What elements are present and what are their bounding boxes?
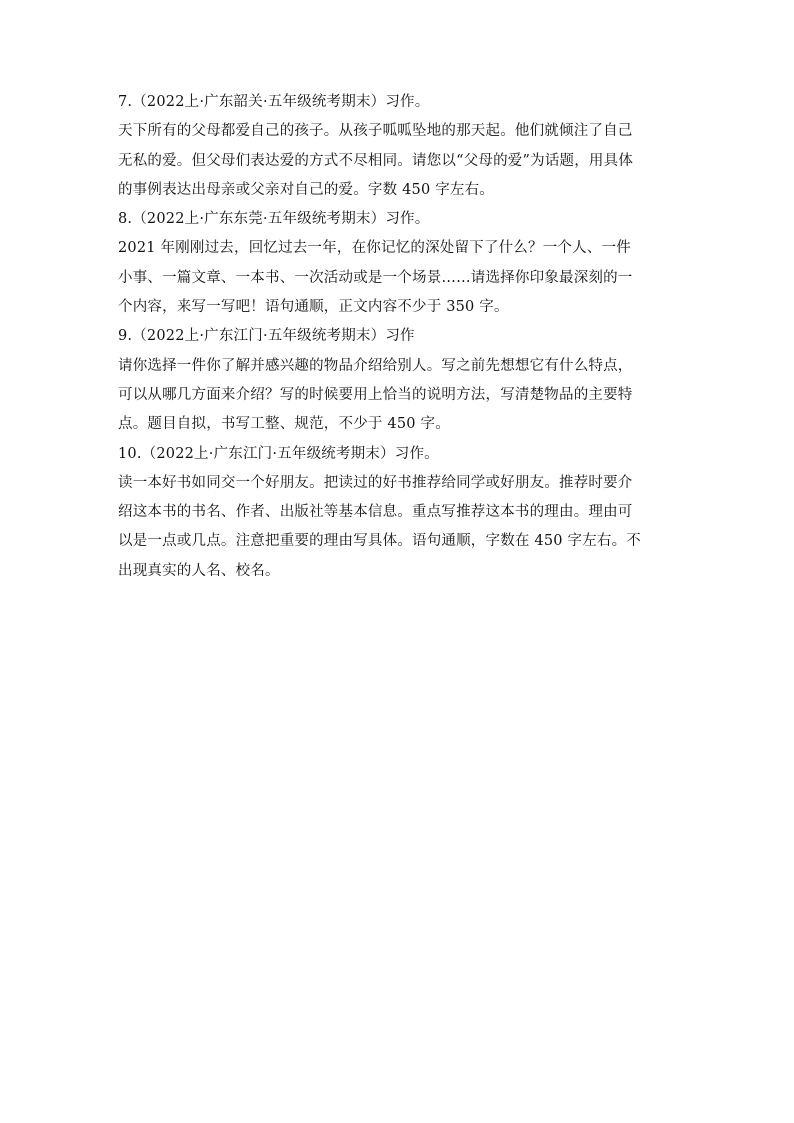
question-8-text-line-1: 2021 年刚刚过去，回忆过去一年，在你记忆的深处留下了什么？一个人、一件 xyxy=(118,240,631,257)
question-8-text-line-3: 个内容，来写一写吧！语句通顺，正文内容不少于 350 字。 xyxy=(118,299,509,316)
question-9-text-line-2: 可以从哪几方面来介绍？写的时候要用上恰当的说明方法，写清楚物品的主要特 xyxy=(118,386,633,403)
question-9-heading: 9.（2022上·广东江门·五年级统考期末）习作 xyxy=(118,328,415,345)
question-9-text-line-3: 点。题目自拟，书写工整、规范，不少于 450 字。 xyxy=(118,416,450,433)
question-8-heading: 8.（2022上·广东东莞·五年级统考期末）习作。 xyxy=(118,211,430,228)
exercise-content xyxy=(118,92,678,590)
question-10-text-line-2: 绍这本书的书名、作者、出版社等基本信息。重点写推荐这本书的理由。理由可 xyxy=(118,504,633,521)
question-9-text-line-1: 请你选择一件你了解并感兴趣的物品介绍给别人。写之前先想想它有什么特点， xyxy=(118,357,633,374)
question-7-text-line-2: 无私的爱。但父母们表达爱的方式不尽相同。请您以“父母的爱”为话题，用具体 xyxy=(118,152,634,169)
question-10-heading: 10.（2022上·广东江门·五年级统考期末）习作。 xyxy=(118,445,439,462)
question-10-text-line-3: 以是一点或几点。注意把重要的理由写具体。语句通顺，字数在 450 字左右。不 xyxy=(118,533,641,550)
question-8-text-line-2: 小事、一篇文章、一本书、一次活动或是一个场景……请选择你印象最深刻的一 xyxy=(118,269,633,286)
question-7-text-line-1: 天下所有的父母都爱自己的孩子。从孩子呱呱坠地的那天起。他们就倾注了自己 xyxy=(118,123,633,140)
question-10-text-line-4: 出现真实的人名、校名。 xyxy=(118,562,280,579)
question-7-heading: 7.（2022上·广东韶关·五年级统考期末）习作。 xyxy=(118,94,430,110)
question-10-text-line-1: 读一本好书如同交一个好朋友。把读过的好书推荐给同学或好朋友。推荐时要介 xyxy=(118,474,633,491)
question-7-text-line-3: 的事例表达出母亲或父亲对自己的爱。字数 450 字左右。 xyxy=(118,181,494,198)
